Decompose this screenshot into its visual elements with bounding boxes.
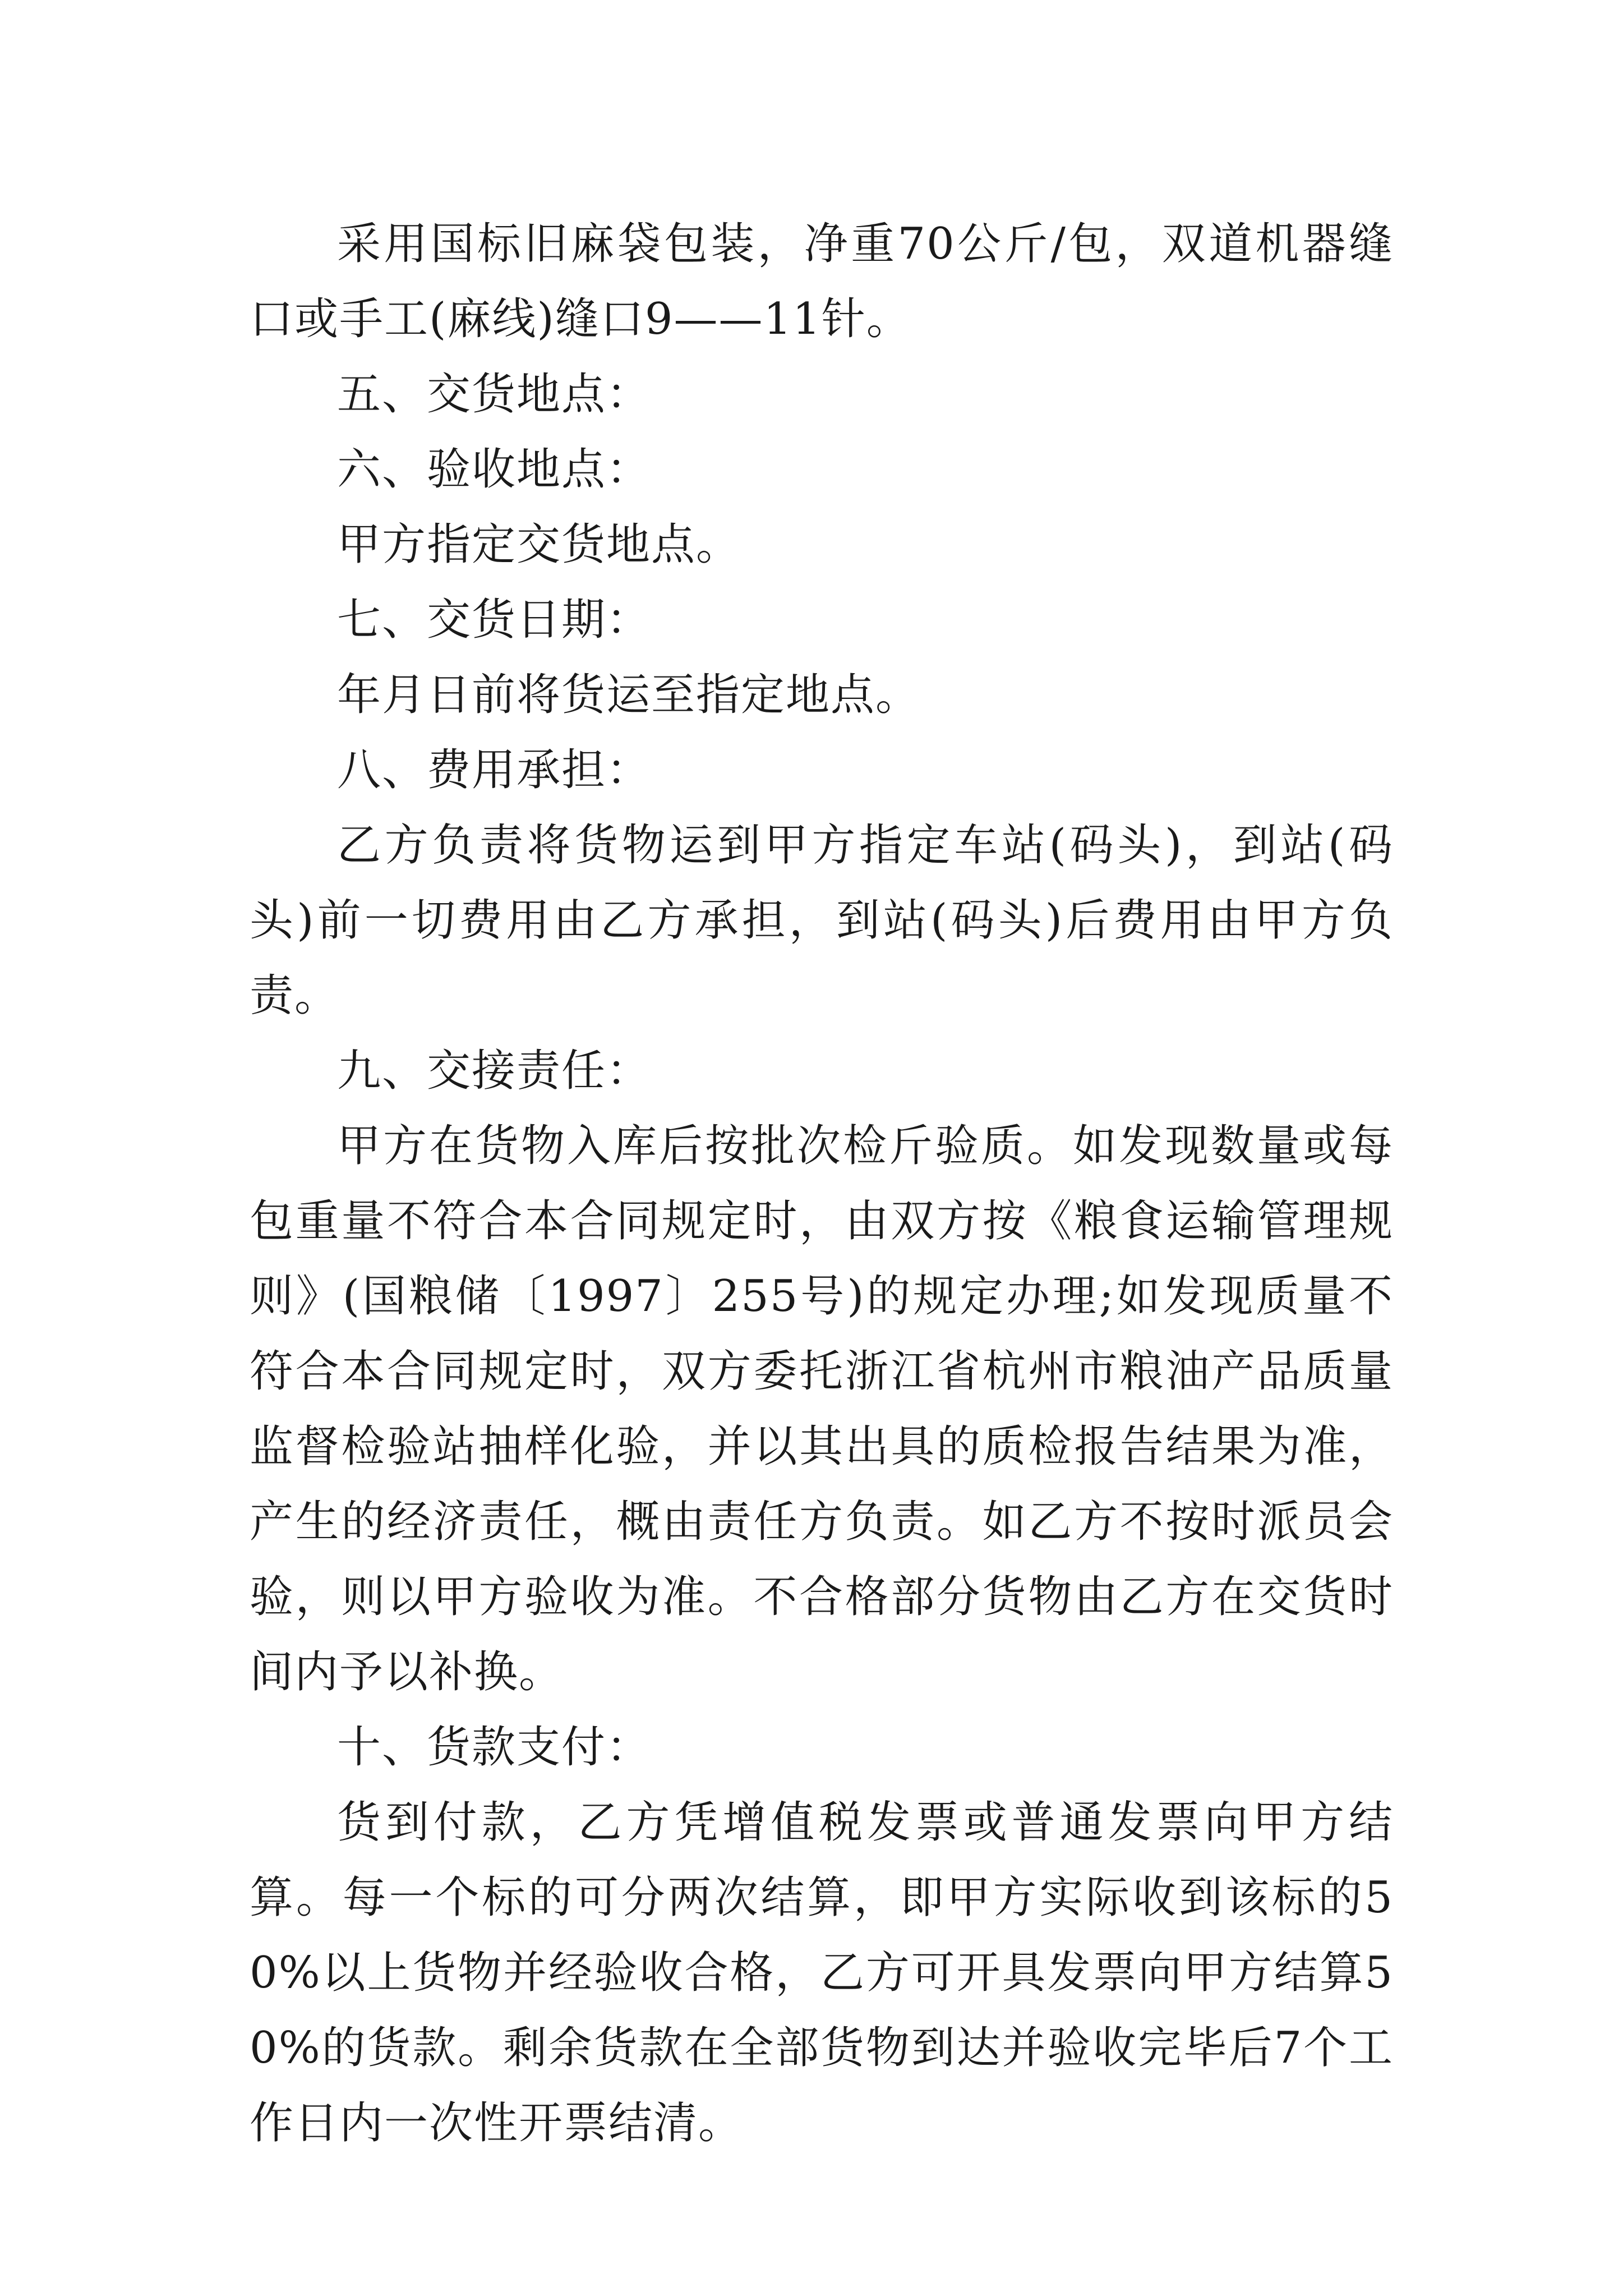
paragraph-payment: 货到付款，乙方凭增值税发票或普通发票向甲方结算。每一个标的可分两次结算，即甲方实际收到该标的50%以上货物并经验收合格，乙方可开具发票向甲方结算50%的货款。剩余货款在全部货物到达并验收完毕后7个工作日内一次性开票结清。	[250, 1797, 1394, 2148]
heading-delivery-date: 七、交货日期：	[337, 595, 652, 645]
paragraph-inspection-location: 甲方指定交货地点。	[337, 519, 741, 570]
heading-cost-bearing: 八、费用承担：	[337, 745, 652, 795]
heading-delivery-location: 五、交货地点：	[337, 369, 652, 420]
document-body	[250, 206, 1394, 2161]
heading-handover-responsibility: 九、交接责任：	[337, 1046, 652, 1096]
heading-inspection-location: 六、验收地点：	[337, 444, 652, 495]
paragraph-delivery-date: 年月日前将货运至指定地点。	[337, 670, 921, 720]
paragraph-handover-responsibility: 甲方在货物入库后按批次检斤验质。如发现数量或每包重量不符合本合同规定时，由双方按《粮食运输管理规则》(国粮储〔1997〕255号)的规定办理;如发现质量不符合本合同规定时，双方委托浙江省杭州市粮油产品质量监督检验站抽样化验，并以其出具的质检报告结果为准，产生的经济责任，概由责任方负责。如乙方不按时派员会验，则以甲方验收为准。不合格部分货物由乙方在交货时间内予以补换。	[250, 1121, 1394, 1697]
paragraph-cost-bearing: 乙方负责将货物运到甲方指定车站(码头)，到站(码头)前一切费用由乙方承担，到站(码头)后费用由甲方负责。	[250, 820, 1394, 1021]
paragraph-packaging: 采用国标旧麻袋包装，净重70公斤/包，双道机器缝口或手工(麻线)缝口9——11针。	[250, 219, 1394, 344]
heading-payment: 十、货款支付：	[337, 1722, 652, 1773]
